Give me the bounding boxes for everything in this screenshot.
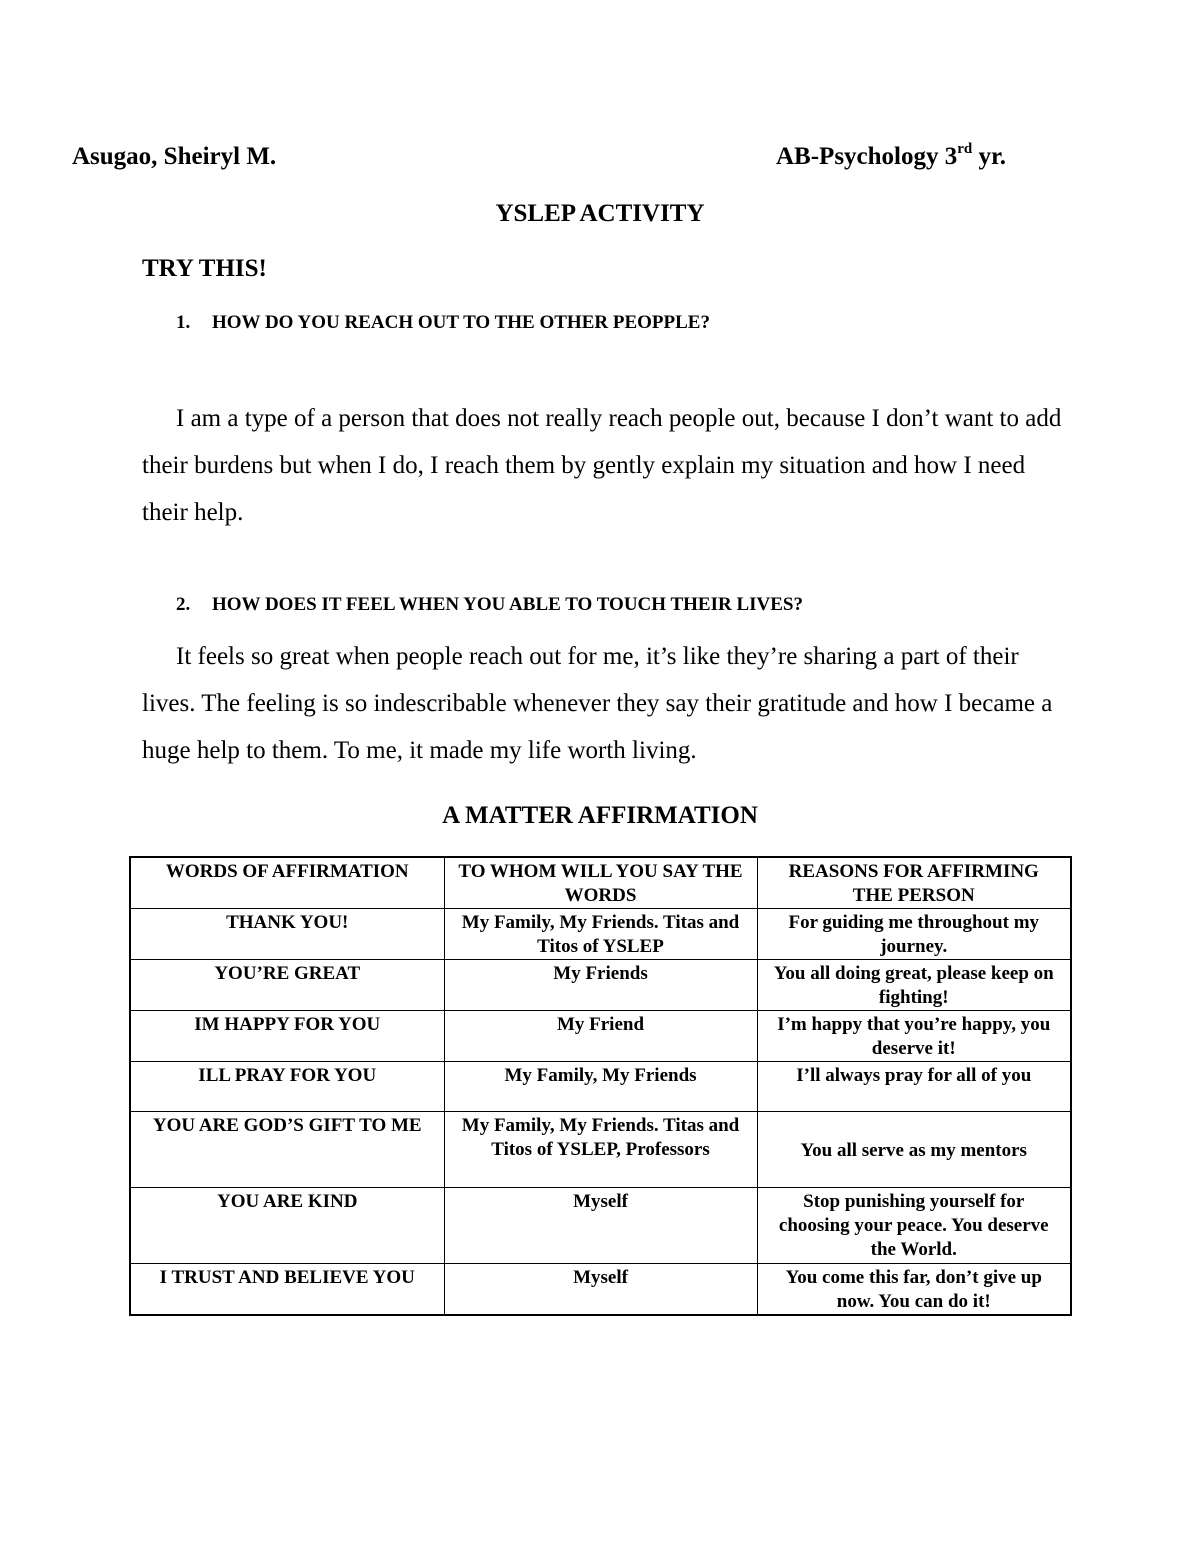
question-2-number: 2. <box>176 594 191 615</box>
author-name: Asugao, Sheiryl M. <box>72 143 277 170</box>
affirmation-reason: You all doing great, please keep on fighting! <box>757 960 1071 1011</box>
affirmation-recipient: My Family, My Friends <box>444 1062 757 1112</box>
affirmation-words: YOU’RE GREAT <box>130 960 444 1011</box>
column-header: REASONS FOR AFFIRMING THE PERSON <box>757 857 1071 909</box>
affirmation-reason: I’m happy that you’re happy, you deserve it! <box>757 1011 1071 1062</box>
section-heading: TRY THIS! <box>142 255 267 282</box>
affirmation-words: THANK YOU! <box>130 909 444 960</box>
affirmation-words: I TRUST AND BELIEVE YOU <box>130 1264 444 1316</box>
answer-1: I am a type of a person that does not really reach people out, because I don’t want to add their burdens but when I do, I reach them by gently explain my situation and how I need their help. <box>142 405 1062 526</box>
answer-2: It feels so great when people reach out for me, it’s like they’re sharing a part of their lives. The feeling is so indescribable whenever they say their gratitude and how I became a huge help to them. To me, it made my life worth living. <box>142 643 1053 764</box>
question-2-text: HOW DOES IT FEEL WHEN YOU ABLE TO TOUCH THEIR LIVES? <box>212 594 803 615</box>
affirmation-recipient: My Friends <box>444 960 757 1011</box>
affirmation-recipient: My Family, My Friends. Titas and Titos of YSLEP, Professors <box>444 1112 757 1188</box>
table-row <box>130 1011 1071 1062</box>
affirmation-reason: I’ll always pray for all of you <box>757 1062 1071 1112</box>
table-row <box>130 1112 1071 1188</box>
column-header: WORDS OF AFFIRMATION <box>130 857 444 909</box>
affirmation-recipient: Myself <box>444 1264 757 1316</box>
affirmation-reason: You come this far, don’t give up now. You can do it! <box>757 1264 1071 1316</box>
question-1 <box>176 312 710 334</box>
question-1-text: HOW DO YOU REACH OUT TO THE OTHER PEOPPLE? <box>212 312 710 333</box>
table-header-row <box>130 857 1071 909</box>
affirmation-words: ILL PRAY FOR YOU <box>130 1062 444 1112</box>
document-title: YSLEP ACTIVITY <box>495 200 705 227</box>
question-2 <box>176 594 803 616</box>
course-label <box>776 140 1007 171</box>
course-suffix: yr. <box>972 143 1007 170</box>
affirmation-recipient: My Family, My Friends. Titas and Titos of YSLEP <box>444 909 757 960</box>
table-row <box>130 1264 1071 1316</box>
table-row <box>130 1188 1071 1264</box>
affirmation-reason: You all serve as my mentors <box>757 1112 1071 1188</box>
affirmation-reason: For guiding me throughout my journey. <box>757 909 1071 960</box>
table-row <box>130 960 1071 1011</box>
affirmation-recipient: Myself <box>444 1188 757 1264</box>
affirmation-recipient: My Friend <box>444 1011 757 1062</box>
table-row <box>130 1062 1071 1112</box>
affirmation-words: IM HAPPY FOR YOU <box>130 1011 444 1062</box>
affirmation-words: YOU ARE KIND <box>130 1188 444 1264</box>
course-prefix: AB-Psychology 3 <box>776 143 958 170</box>
course-ordinal-suffix: rd <box>957 140 973 157</box>
column-header: TO WHOM WILL YOU SAY THE WORDS <box>444 857 757 909</box>
affirmation-title: A MATTER AFFIRMATION <box>442 802 758 829</box>
question-1-number: 1. <box>176 312 191 333</box>
affirmation-table <box>129 856 1072 1316</box>
table-row <box>130 909 1071 960</box>
affirmation-words: YOU ARE GOD’S GIFT TO ME <box>130 1112 444 1188</box>
affirmation-reason: Stop punishing yourself for choosing your peace. You deserve the World. <box>757 1188 1071 1264</box>
